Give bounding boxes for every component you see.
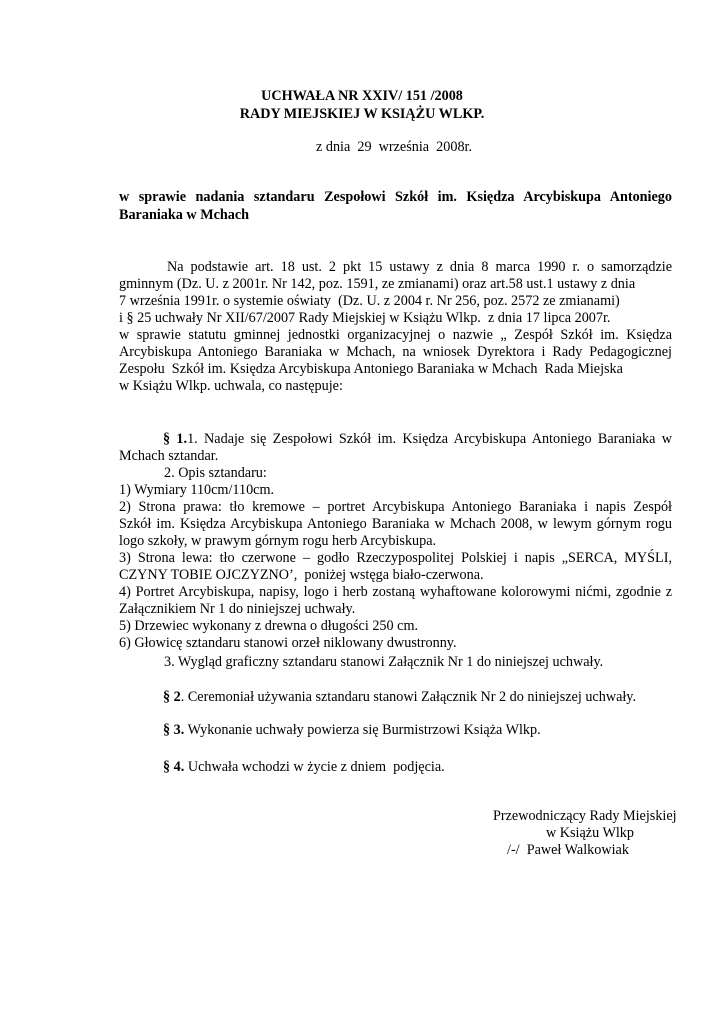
title-line-1: UCHWAŁA NR XXIV/ 151 /2008 [261, 88, 463, 104]
subject-line-2: Baraniaka w Mchach [119, 207, 250, 223]
section-1-line-5: 2) Strona prawa: tło kremowe – portret Arcybiskupa Antoniego Baraniaka i napis Zespół [119, 499, 672, 515]
title-line-2: RADY MIEJSKIEJ W KSIĄŻU WLKP. [239, 106, 485, 122]
section-4: § 4. Uchwała wchodzi w życie z dniem podjęcia. [163, 759, 445, 775]
section-1-line-6: Szkół im. Księdza Arcybiskupa Antoniego Baraniaka w Mchach 2008, w lewym górnym rogu [119, 516, 672, 532]
section-1-line-7: logo szkoły, w prawym górnym rogu herb Arcybiskupa. [119, 533, 437, 549]
section-4-marker: § 4. [163, 759, 185, 775]
signature-title: Przewodniczący Rady Miejskiej [493, 808, 677, 824]
section-1-line-2: Mchach sztandar. [119, 448, 219, 464]
section-1-line-1: § 1.1. Nadaje się Zespołowi Szkół im. Księdza Arcybiskupa Antoniego Baraniaka w [163, 431, 673, 447]
subject-line-1: w sprawie nadania sztandaru Zespołowi Szkół im. Księdza Arcybiskupa Antoniego [119, 189, 672, 205]
section-1-line-13: 6) Głowicę sztandaru stanowi orzeł niklowany dwustronny. [119, 635, 457, 651]
section-1-line-12: 5) Drzewiec wykonany z drewna o długości 250 cm. [119, 618, 419, 634]
section-2: § 2. Ceremoniał używania sztandaru stanowi Załącznik Nr 2 do niniejszej uchwały. [163, 689, 637, 705]
section-1-line-9: CZYNY TOBIE OJCZYZNO’, poniżej wstęga biało-czerwona. [119, 567, 484, 583]
preamble-line-4: i § 25 uchwały Nr XII/67/2007 Rady Miejskiej w Książu Wlkp. z dnia 17 lipca 2007r. [119, 310, 611, 326]
section-2-marker: § 2 [163, 689, 181, 705]
resolution-date: z dnia 29 września 2008r. [316, 139, 473, 155]
preamble-line-5: w sprawie statutu gminnej jednostki organizacyjnej o nazwie „ Zespół Szkół im. Księdza [119, 327, 672, 343]
section-1-marker: § 1. [163, 431, 188, 447]
section-1-line-4: 1) Wymiary 110cm/110cm. [119, 482, 275, 498]
section-1-line-3: 2. Opis sztandaru: [164, 465, 267, 481]
preamble-line-6: Arcybiskupa Antoniego Baraniaka w Mchach, na wniosek Dyrektora i Rady Pedagogicznej [119, 344, 672, 360]
section-3-marker: § 3. [163, 722, 185, 738]
preamble-line-1: Na podstawie art. 18 ust. 2 pkt 15 ustawy z dnia 8 marca 1990 r. o samorządzie [167, 259, 672, 275]
section-1-line-11: Załącznikiem Nr 1 do niniejszej uchwały. [119, 601, 356, 617]
signature-name: /-/ Paweł Walkowiak [507, 842, 629, 858]
preamble-line-2: gminnym (Dz. U. z 2001r. Nr 142, poz. 1591, ze zmianami) oraz art.58 ust.1 ustawy z dnia [119, 276, 636, 292]
section-3: § 3. Wykonanie uchwały powierza się Burmistrzowi Książa Wlkp. [163, 722, 541, 738]
preamble-line-8: w Książu Wlkp. uchwala, co następuje: [119, 378, 343, 394]
preamble-line-3: 7 września 1991r. o systemie oświaty (Dz. U. z 2004 r. Nr 256, poz. 2572 ze zmianami) [119, 293, 620, 309]
section-1-line-8: 3) Strona lewa: tło czerwone – godło Rzeczypospolitej Polskiej i napis „SERCA, MYŚLI, [119, 550, 672, 566]
signature-place: w Książu Wlkp [546, 825, 634, 841]
preamble-line-7: Zespołu Szkół im. Księdza Arcybiskupa Antoniego Baraniaka w Mchach Rada Miejska [119, 361, 623, 377]
section-1-line-14: 3. Wygląd graficzny sztandaru stanowi Załącznik Nr 1 do niniejszej uchwały. [164, 654, 604, 670]
section-1-line-10: 4) Portret Arcybiskupa, napisy, logo i herb zostaną wyhaftowane kolorowymi nićmi, zgodnie z [119, 584, 672, 600]
